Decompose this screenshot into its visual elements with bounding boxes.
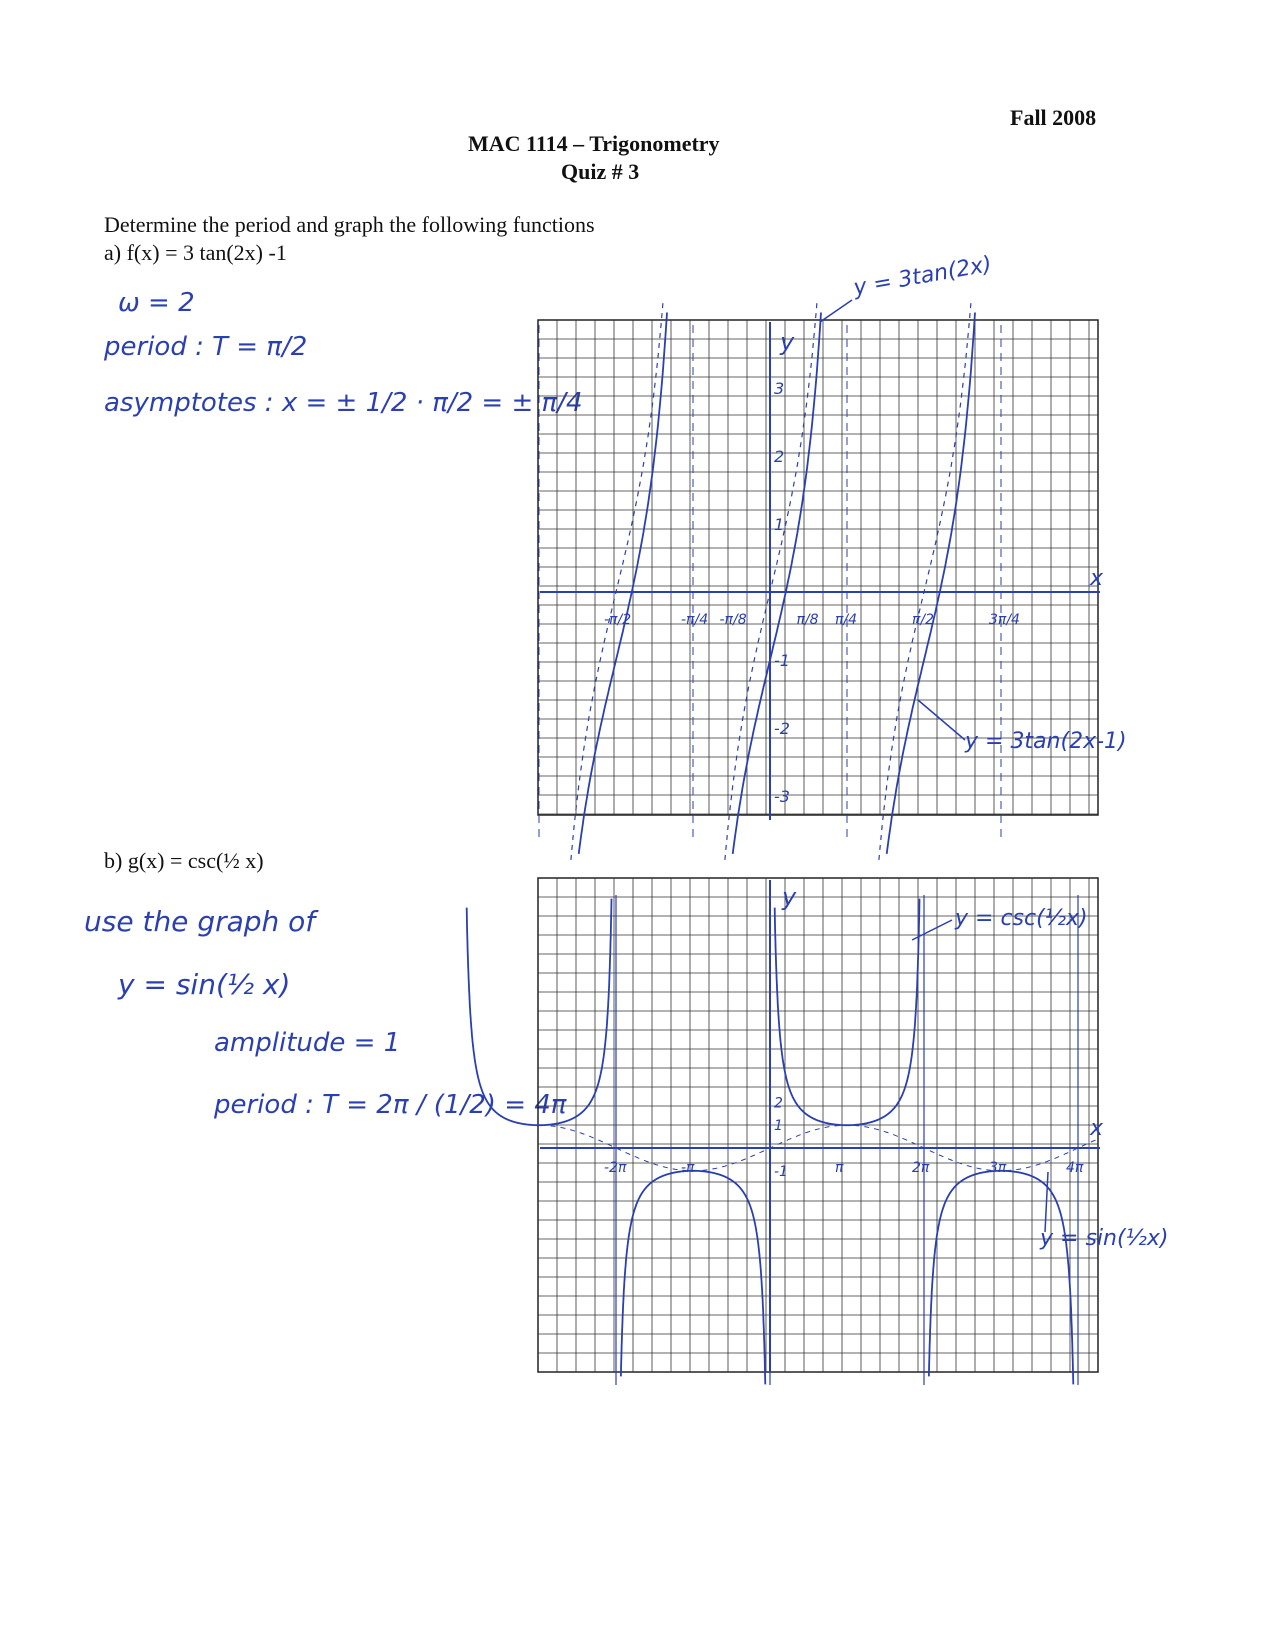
graph-a-y-tick-label: -3 [774,787,790,806]
amplitude-note: amplitude = 1 [214,1028,401,1058]
asymptotes-note: asymptotes : x = ± 1/2 · π/2 = ± π/4 [104,388,583,418]
graph-b-x-tick-label: π [835,1160,844,1176]
graph-b-x-tick-label: -2π [604,1160,627,1176]
graph-a-x-tick-label: π/4 [835,612,858,628]
use-graph-note: use the graph of [84,905,316,938]
graph-b-x-tick-label: -π [681,1160,695,1176]
period-b-note: period : T = 2π / (1/2) = 4π [214,1090,567,1120]
graph-a-top-curve-label: y = 3tan(2x) [851,252,994,301]
graph-a-x-tick-label: -π/8 [719,612,747,628]
graph-a-top-pointer [820,300,852,322]
graph-a-x-tick-label: π/8 [796,612,819,628]
graph-a-y-tick-label: -2 [774,719,790,738]
graph-a-x-tick-label: -π/4 [681,612,709,628]
graph-b-tick-labels [604,1095,1084,1179]
graph-b-x-tick-label: 3π [989,1160,1007,1176]
graph-b-x-label: x [1090,1116,1104,1141]
graph-b-x-tick-label: 2π [912,1160,930,1176]
graph-b-x-tick-label: 4π [1066,1160,1084,1176]
term-label: Fall 2008 [1010,105,1097,130]
graph-a-x-tick-label: 3π/4 [989,612,1020,628]
part-b-label: b) g(x) = csc(½ x) [104,848,264,873]
graph-a-x-tick-label: -π/2 [604,612,632,628]
omega-note: ω = 2 [118,288,195,318]
instructions: Determine the period and graph the following functions [104,212,595,237]
quiz-title: Quiz # 3 [561,159,640,184]
graph-a-bottom-curve-label: y = 3tan(2x-1) [965,729,1127,754]
graph-a-y-label: y [780,328,795,356]
period-note: period : T = π/2 [104,332,308,362]
graph-b-y-label: y [782,883,797,911]
csc-branch [621,1171,765,1385]
graph-b-y-tick-label: 2 [774,1095,783,1112]
graph-b-y-tick-label: -1 [774,1163,788,1180]
graph-b-y-tick-label: 1 [774,1118,783,1135]
csc-branch [467,899,612,1125]
graph-a-y-tick-label: 2 [774,447,785,466]
graph-a-bottom-pointer [918,700,965,740]
course-title: MAC 1114 – Trigonometry [468,131,720,156]
graph-a-y-tick-label: 3 [774,379,785,398]
graph-b-bottom-curve-label: y = sin(½x) [1040,1226,1169,1251]
graph-a-y-tick-label: -1 [774,651,790,670]
graph-b-curves [467,895,1100,1385]
part-a-label: a) f(x) = 3 tan(2x) -1 [104,240,287,265]
graph-a-y-tick-label: 1 [774,515,785,534]
csc-branch [929,1171,1073,1385]
graph-a-x-tick-label: π/2 [912,612,935,628]
graph-b-top-curve-label: y = csc(½x) [955,906,1088,931]
csc-branch [775,899,920,1125]
graph-b-bottom-pointer [1045,1172,1048,1232]
graph-a-x-label: x [1090,566,1104,591]
sine-function-note: y = sin(½ x) [118,968,291,1001]
graph-b-grid [538,878,1098,1372]
